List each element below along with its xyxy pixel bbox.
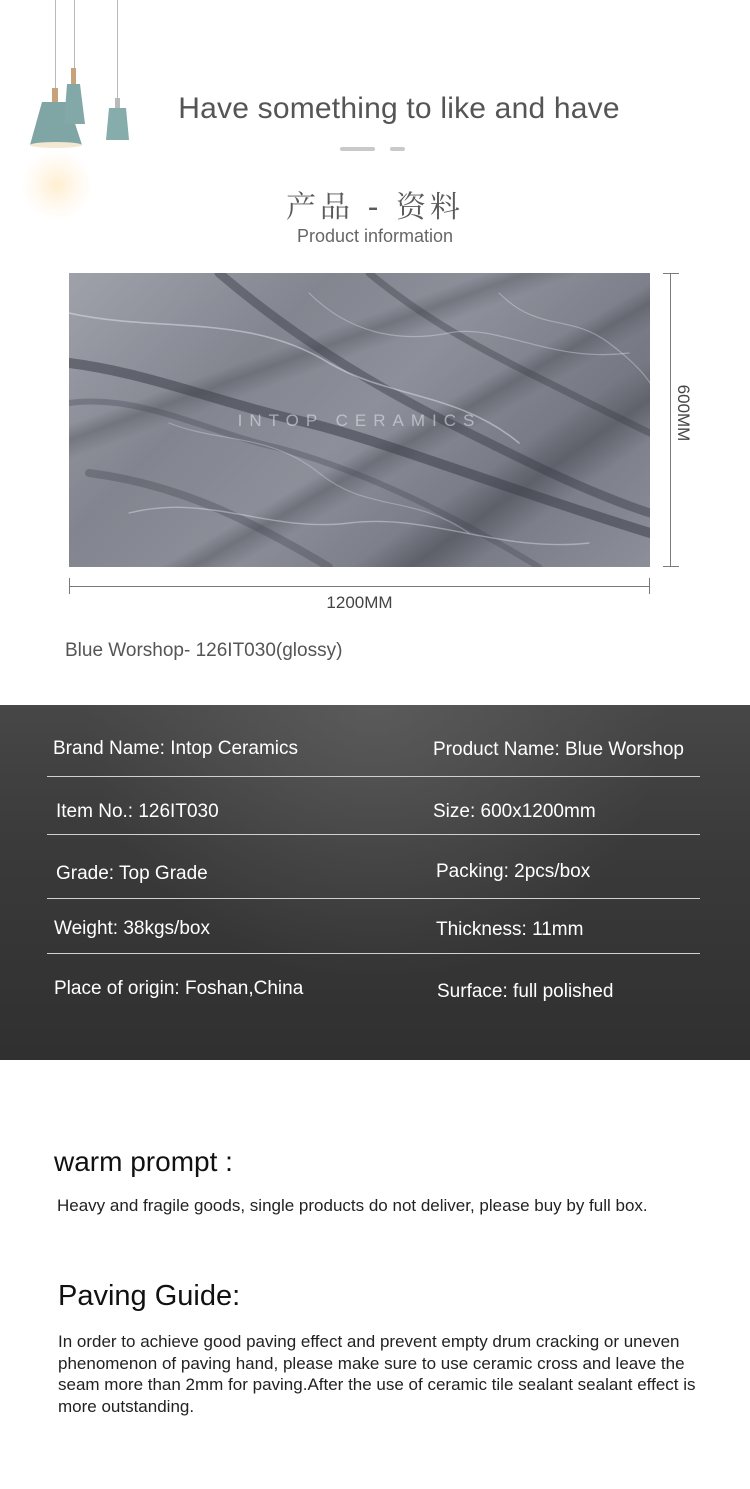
spec-thickness: Thickness: 11mm [436, 919, 584, 940]
dimension-tick [69, 578, 70, 594]
dimension-tick [663, 273, 679, 274]
brand-watermark: INTOP CERAMICS [237, 411, 482, 430]
spec-divider [47, 834, 700, 835]
width-dimension-line [69, 586, 650, 587]
spec-divider [47, 776, 700, 777]
spec-weight: Weight: 38kgs/box [54, 918, 210, 939]
spec-grade: Grade: Top Grade [56, 863, 208, 884]
spec-panel [0, 705, 750, 1060]
spec-origin: Place of origin: Foshan,China [54, 978, 304, 999]
spec-product-name: Product Name: Blue Worshop [433, 739, 684, 760]
spec-divider [47, 898, 700, 899]
tile-image [69, 273, 650, 567]
width-label: 1200MM [326, 593, 393, 612]
spec-surface: Surface: full polished [437, 981, 614, 1002]
dimension-tick [649, 578, 650, 594]
spec-size: Size: 600x1200mm [433, 801, 596, 822]
heading-divider [390, 147, 405, 151]
lamp-icon [0, 0, 150, 160]
height-dimension-line [670, 273, 671, 567]
section-title-chinese: 产品 - 资料 [286, 190, 464, 225]
warm-prompt-title: warm prompt : [54, 1146, 233, 1177]
spec-item-no: Item No.: 126IT030 [56, 801, 219, 822]
height-label: 600MM [674, 384, 693, 442]
paving-guide-text: In order to achieve good paving effect and prevent empty drum cracking or uneven phenomenon of paving hand, please make sure to use ceramic cross and leave the seam more than 2mm for paving.After the use of ceramic tile sealant sealant effect is more outstanding. [58, 1332, 696, 1416]
spec-brand: Brand Name: Intop Ceramics [53, 738, 298, 759]
page-heading: Have something to like and have [178, 92, 620, 125]
paving-guide-title: Paving Guide: [58, 1280, 241, 1312]
dimension-tick [663, 566, 679, 567]
spec-packing: Packing: 2pcs/box [436, 861, 591, 882]
spec-divider [47, 953, 700, 954]
section-subtitle: Product information [296, 226, 454, 246]
warm-prompt-text: Heavy and fragile goods, single products do not deliver, please buy by full box. [57, 1196, 648, 1215]
heading-divider [340, 147, 375, 151]
product-caption: Blue Worshop- 126IT030(glossy) [65, 640, 343, 661]
